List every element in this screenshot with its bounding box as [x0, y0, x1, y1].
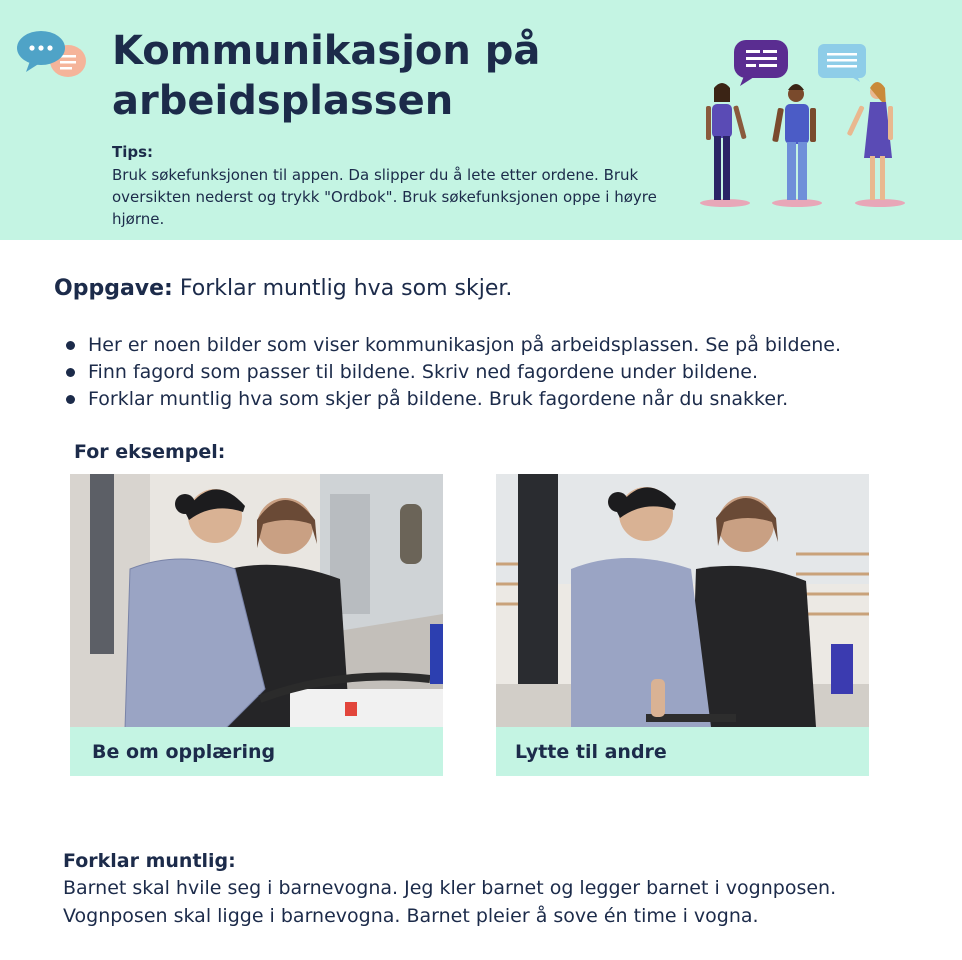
list-item-text: Finn fagord som passer til bildene. Skriv ned fagordene under bildene. [88, 361, 758, 383]
card-caption: Lytte til andre [515, 741, 667, 763]
bullet-icon [66, 368, 75, 377]
list-item [66, 386, 841, 413]
caption-bar [70, 727, 443, 776]
caption-bar [496, 727, 869, 776]
header-banner [0, 0, 962, 240]
person-woman-left [706, 83, 747, 200]
task-text: Forklar muntlig hva som skjer. [179, 276, 513, 301]
card-caption: Be om opplæring [92, 741, 276, 763]
example-card-training [70, 474, 443, 776]
chat-bubbles-icon [16, 28, 92, 84]
photo-two-women-at-stroller [70, 474, 443, 727]
task-label: Oppgave: [54, 276, 173, 301]
tips-label: Tips: [112, 143, 154, 161]
instruction-list [66, 332, 841, 413]
speech-bubble-blue-icon [818, 44, 866, 82]
example-label: For eksempel: [74, 441, 226, 463]
tips-text: Bruk søkefunksjonen til appen. Da slipper du å lete etter ordene. Bruk oversikten nederst og trykk "Ordbok". Bruk søkefunksjonen oppe i høyre hjørne. [112, 166, 657, 228]
list-item [66, 332, 841, 359]
list-item-text: Her er noen bilder som viser kommunikasjon på arbeidsplassen. Se på bildene. [88, 334, 842, 356]
bullet-icon [66, 395, 75, 404]
task-line [54, 276, 512, 301]
bullet-icon [66, 341, 75, 350]
speech-bubble-purple-icon [734, 40, 788, 86]
person-woman-right [847, 82, 893, 200]
person-man-middle [772, 84, 816, 200]
people-talking-illustration [690, 36, 920, 212]
example-card-listening [496, 474, 869, 776]
explain-label: Forklar muntlig: [63, 850, 236, 872]
photo-two-women-with-tablet [496, 474, 869, 727]
explain-text: Barnet skal hvile seg i barnevogna. Jeg kler barnet og legger barnet i vognposen. Vognposen skal ligge i barnevogna. Barnet pleier å sove én time i vogna. [63, 877, 837, 927]
list-item [66, 359, 841, 386]
page-title: Kommunikasjon på arbeidsplassen [112, 28, 541, 124]
list-item-text: Forklar muntlig hva som skjer på bildene. Bruk fagordene når du snakker. [88, 388, 789, 410]
